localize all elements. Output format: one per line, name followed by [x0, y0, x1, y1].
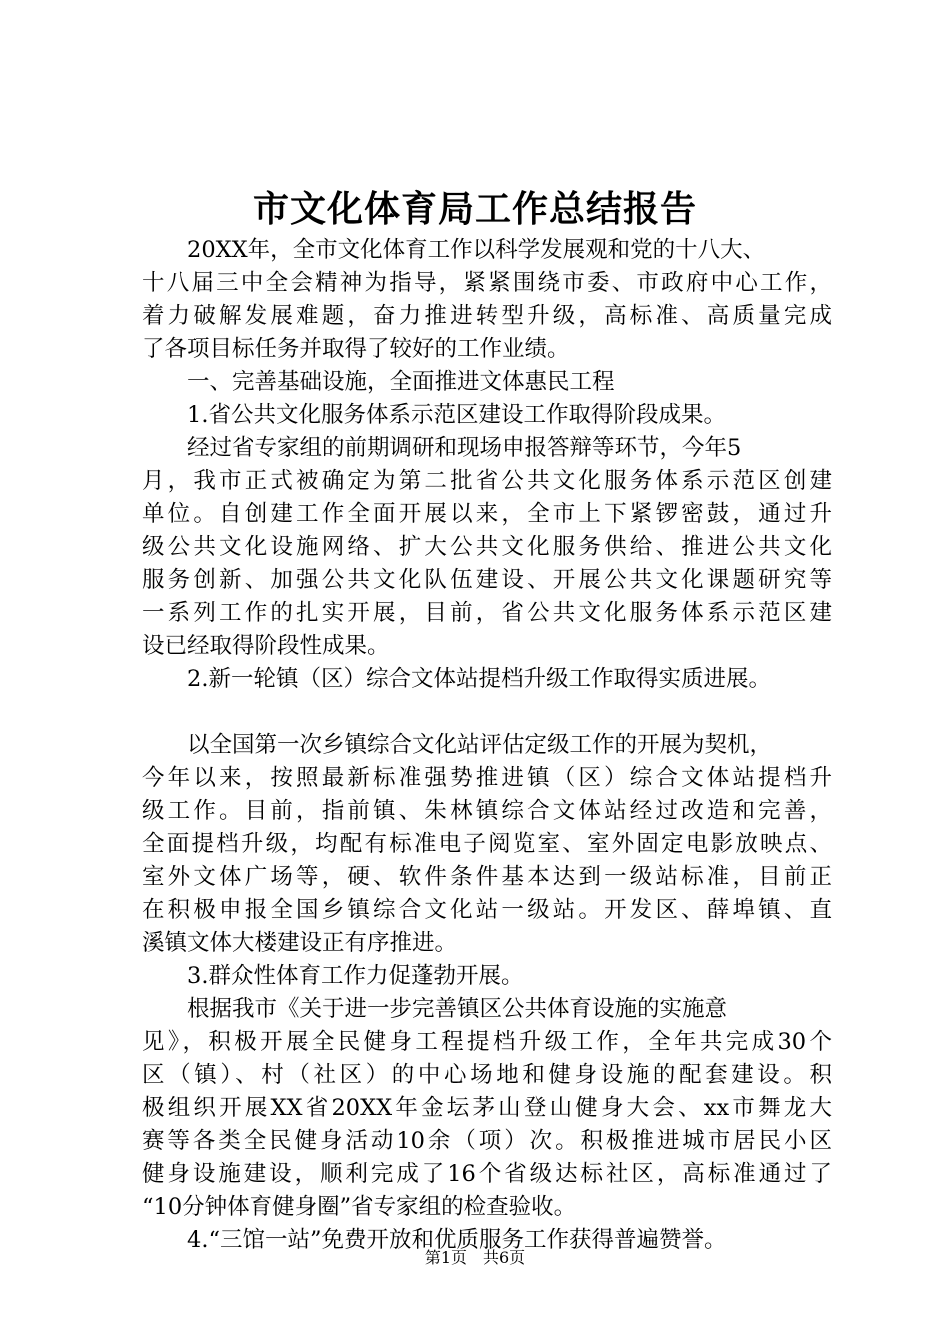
paragraph-line: 了各项目标任务并取得了较好的工作业绩。: [142, 336, 570, 362]
paragraph-line: 根据我市《关于进一步完善镇区公共体育设施的实施意: [142, 996, 728, 1022]
paragraph-line: 十八届三中全会精神为指导，紧紧围绕市委、市政府中心工作，: [142, 270, 832, 296]
paragraph-line: 今年以来，按照最新标准强势推进镇（区）综合文体站提档升: [142, 765, 832, 791]
paragraph-line: “10分钟体育健身圈”省专家组的检查验收。: [142, 1194, 577, 1220]
paragraph-line: 单位。自创建工作全面开展以来，全市上下紧锣密鼓，通过升: [142, 501, 832, 527]
paragraph-line: 着力破解发展难题，奋力推进转型升级，高标准、高质量完成: [142, 303, 832, 329]
paragraph-line: 经过省专家组的前期调研和现场申报答辩等环节，今年5: [142, 435, 742, 461]
section-heading: 一、完善基础设施，全面推进文体惠民工程: [142, 369, 615, 395]
paragraph-line: 健身设施建设，顺利完成了16个省级达标社区，高标准通过了: [142, 1161, 832, 1187]
paragraph-line: 区（镇）、村（社区）的中心场地和健身设施的配套建设。积: [142, 1062, 832, 1088]
paragraph-line: 在积极申报全国乡镇综合文化站一级站。开发区、薛埠镇、直: [142, 897, 832, 923]
paragraph-line: 溪镇文体大楼建设正有序推进。: [142, 930, 458, 956]
paragraph-line: 以全国第一次乡镇综合文化站评估定级工作的开展为契机，: [142, 732, 773, 758]
page-footer: 第1页 共6页: [424, 1248, 526, 1267]
paragraph-line: 级公共文化设施网络、扩大公共文化服务供给、推进公共文化: [142, 534, 832, 560]
paragraph-line: 20XX年，全市文化体育工作以科学发展观和党的十八大、: [142, 237, 766, 263]
subsection-heading: 2.新一轮镇（区）综合文体站提档升级工作取得实质进展。: [142, 666, 771, 692]
paragraph-line: 赛等各类全民健身活动10余（项）次。积极推进城市居民小区: [142, 1128, 832, 1154]
paragraph-line: 设已经取得阶段性成果。: [142, 633, 390, 659]
subsection-heading: 4.“三馆一站”免费开放和优质服务工作获得普遍赞誉。: [142, 1227, 727, 1253]
document-title: 市文化体育局工作总结报告: [252, 188, 697, 230]
paragraph-line: 月，我市正式被确定为第二批省公共文化服务体系示范区创建: [142, 468, 832, 494]
subsection-heading: 1.省公共文化服务体系示范区建设工作取得阶段成果。: [142, 402, 726, 428]
paragraph-line: 服务创新、加强公共文化队伍建设、开展公共文化课题研究等: [142, 567, 832, 593]
document-body: [142, 234, 832, 1257]
paragraph-line: 极组织开展XX省20XX年金坛茅山登山健身大会、xx市舞龙大: [142, 1095, 832, 1121]
blank-line: [142, 696, 832, 729]
paragraph-line: 级工作。目前，指前镇、朱林镇综合文体站经过改造和完善，: [142, 798, 832, 824]
paragraph-line: 一系列工作的扎实开展，目前，省公共文化服务体系示范区建: [142, 600, 832, 626]
paragraph-line: 室外文体广场等，硬、软件条件基本达到一级站标准，目前正: [142, 864, 832, 890]
paragraph-line: 全面提档升级，均配有标准电子阅览室、室外固定电影放映点、: [142, 831, 832, 857]
paragraph-line: 见》，积极开展全民健身工程提档升级工作，全年共完成30个: [142, 1029, 832, 1055]
subsection-heading: 3.群众性体育工作力促蓬勃开展。: [142, 963, 524, 989]
